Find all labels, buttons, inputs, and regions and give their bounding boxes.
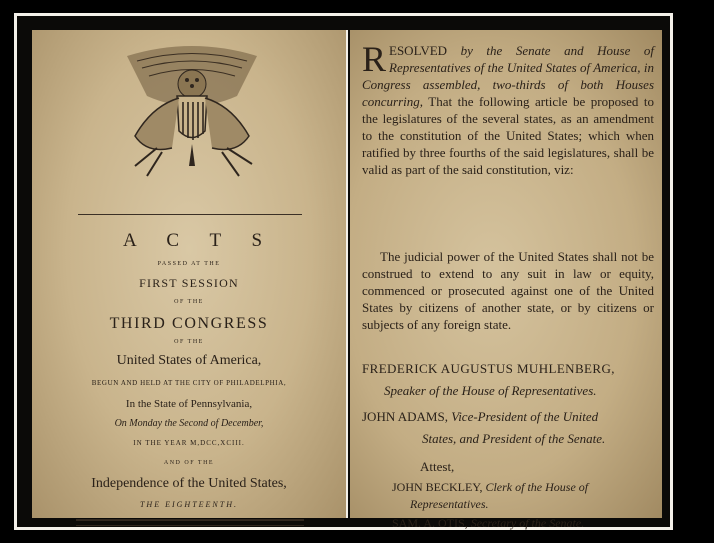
amendment-text: The judicial power of the United States shall not be construed to extend to any suit in law or equity, commenced or prosecuted against one of the United States by citizens of another state, or by citizens or subjects of any foreign state. [362,249,654,332]
of-the-text: OF THE [174,299,204,305]
speaker-name: FREDERICK AUGUSTUS MUHLENBERG, [362,361,615,376]
united-states-text: United States of America, [116,353,262,368]
senate-president-title: States, and President of the Senate. [422,431,606,446]
year-text: IN THE YEAR M,DCC,XCIII. [133,439,245,447]
begun-text: BEGUN AND HELD AT THE CITY OF PHILADELPHIA, [91,379,287,387]
state-text: In the State of Pennsylvania, [125,398,253,410]
secretary-title: Secretary of the Senate. [470,516,585,530]
resolved-body: That the following article be proposed to the legislatures of the several states, as an amendment to the constitution of the United States; which when ratified by three fourths of the said legislatures, shall be valid as part of the said constitution, viz: [362,94,655,177]
date-text: On Monday the Second of December, [114,418,264,429]
document-frame [14,13,673,530]
independence-text: Independence of the United States, [91,476,287,491]
title-rule [78,214,302,215]
and-of-the-text: AND OF THE [163,460,215,466]
vice-president-line [362,408,654,425]
eighteenth-text: THE EIGHTEENTH. [139,500,238,509]
bottom-double-rule [76,519,304,526]
acts-heading: A C T S [122,230,276,251]
clerk-name: JOHN BECKLEY, [392,480,483,494]
vice-president-title: Vice-President of the United [451,409,599,424]
attest-text: Attest, [420,459,455,474]
resolution-page [350,30,662,530]
clerk-title: Clerk of the House of [485,480,589,494]
drop-cap: R [362,39,387,79]
third-congress-heading: THIRD CONGRESS [109,315,269,332]
clerk-line [392,479,684,496]
resolved-clause: by the Senate and House of Representatives of the United States of America, in Congress assembled, two-thirds of both Houses concurring, [362,43,655,109]
secretary-name: SAM. A. OTIS, [392,516,468,530]
title-page [32,30,348,518]
vice-president-name: JOHN ADAMS, [362,409,448,424]
clerk-title-2: Representatives. [410,497,489,511]
resolution-paragraph [362,39,655,178]
passed-at-the-text: PASSED AT THE [157,261,221,267]
first-session-text: FIRST SESSION [139,276,239,290]
speaker-title: Speaker of the House of Representatives. [384,383,597,398]
resolved-word: ESOLVED [389,43,448,58]
of-the-text-2: OF THE [174,339,204,345]
secretary-line [392,515,684,532]
eagle-seal-icon [117,36,267,181]
